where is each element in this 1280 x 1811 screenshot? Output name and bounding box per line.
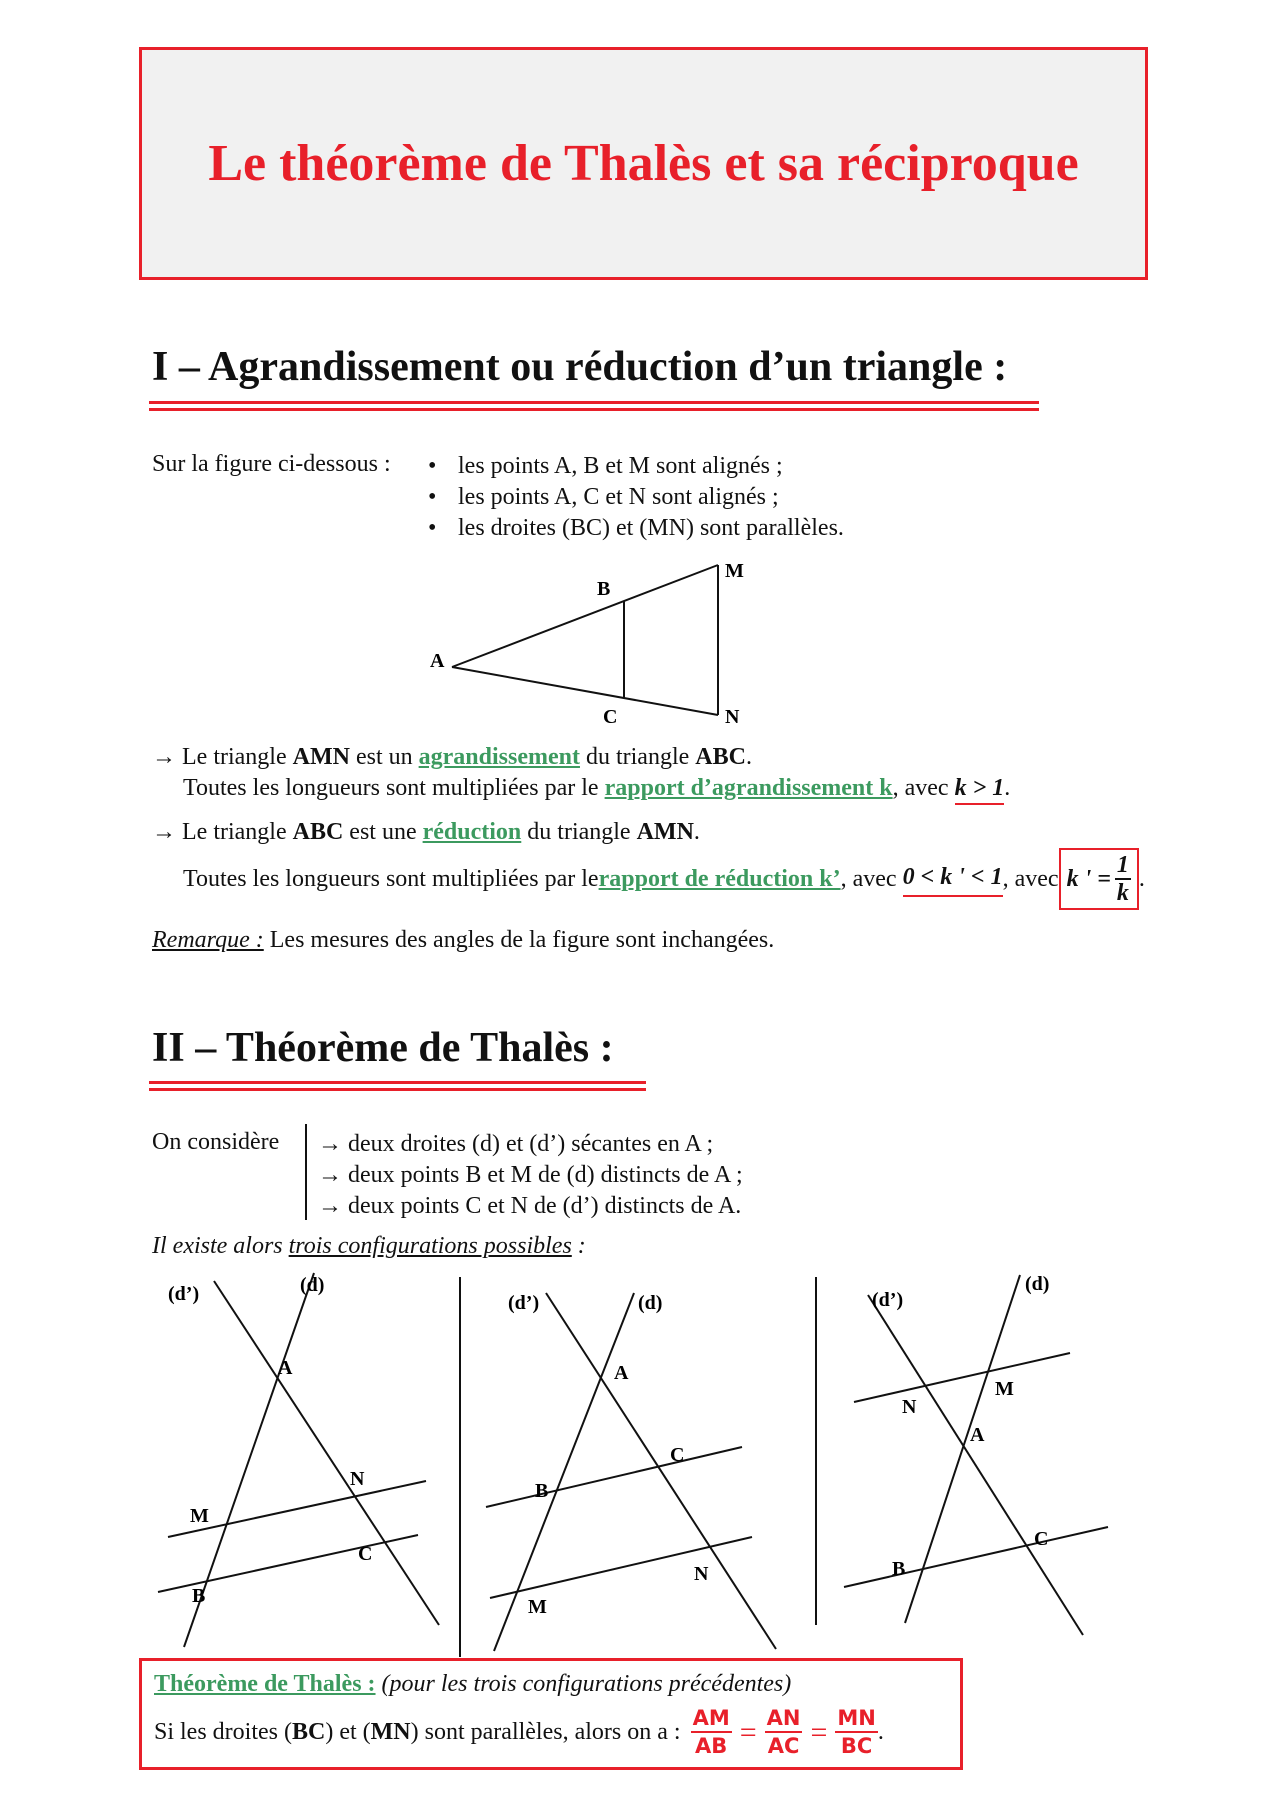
config3-label-A: A: [970, 1424, 985, 1446]
label-C: C: [603, 706, 618, 728]
label-B: B: [597, 578, 611, 600]
bullet-item: • les droites (BC) et (MN) sont parallèles.: [428, 515, 844, 541]
page-title: Le théorème de Thalès et sa réciproque: [208, 135, 1079, 192]
consider-list: [318, 1129, 743, 1222]
config2-label-C: C: [670, 1444, 685, 1466]
configs-intro: Il existe alors trois configurations possibles :: [152, 1233, 586, 1259]
reduction-term: réduction: [422, 819, 522, 845]
ratio-AN-AC: $\frac{AN}{AC}$: [766, 1706, 801, 1758]
remark: Remarque : Les mesures des angles de la figure sont inchangées.: [152, 927, 775, 953]
title-box: [139, 47, 1148, 280]
kprime-fraction: $\frac{1}{k}$: [1116, 852, 1129, 906]
config2-line-MN: [490, 1537, 752, 1598]
section2-rule-top: [149, 1081, 646, 1084]
config1-label-dprime: (d’): [168, 1283, 200, 1305]
config1-label-C: C: [358, 1543, 373, 1565]
kprime-condition: 0 < k ' < 1: [903, 862, 1003, 897]
config2-line-dprime: [546, 1293, 776, 1649]
theorem-label: Théorème de Thalès :: [154, 1671, 376, 1697]
config1-line-dprime: [214, 1281, 439, 1625]
theorem-title-line: [154, 1669, 791, 1700]
config3-label-d: (d): [1025, 1273, 1050, 1295]
theorem-statement: Si les droites ( BC ) et ( MN ) sont parallèles, alors on a : $\frac{AM}{AB}$ = $\frac{AN}{AC}$ = $\frac{MN}{BC}$ .: [154, 1706, 884, 1758]
section2-heading: II – Théorème de Thalès :: [152, 1025, 614, 1071]
section1-rule-top: [149, 401, 1039, 404]
config1-label-d: (d): [300, 1274, 325, 1296]
config3-line-d: [905, 1275, 1020, 1623]
enlargement-ratio-line: Toutes les longueurs sont multipliées par le rapport d’agrandissement k, avec k > 1.: [183, 773, 1010, 804]
config3-label-M: M: [995, 1378, 1014, 1400]
consider-item: → deux points C et N de (d’) distincts de A.: [318, 1193, 742, 1219]
enlargement-term: agrandissement: [418, 744, 580, 770]
line-AN: [452, 667, 718, 715]
ratio-MN-BC: $\frac{MN}{BC}$: [837, 1706, 876, 1758]
section1-heading: I – Agrandissement ou réduction d’un triangle :: [152, 344, 1008, 390]
config2-label-A: A: [614, 1362, 629, 1384]
config1-label-N: N: [350, 1468, 365, 1490]
config1-label-A: A: [278, 1357, 293, 1379]
config2-line-BC: [486, 1447, 742, 1507]
config2-label-dprime: (d’): [508, 1292, 540, 1314]
consider-label: On considère: [152, 1129, 280, 1155]
config3-label-B: B: [892, 1558, 906, 1580]
bullet-item: • les points A, C et N sont alignés ;: [428, 484, 779, 510]
theorem-box: [139, 1658, 963, 1770]
reduction-line: → Le triangle ABC est une réduction du triangle AMN.: [152, 819, 700, 845]
config1-line-BC: [158, 1535, 418, 1592]
config2-line-d: [494, 1293, 634, 1651]
section1-bullets: [428, 451, 844, 544]
config1-label-B: B: [192, 1585, 206, 1607]
consider-item: → deux droites (d) et (d’) sécantes en A ;: [318, 1131, 714, 1157]
triangle-figure: [420, 555, 760, 735]
enlargement-line: → Le triangle AMN est un agrandissement du triangle ABC.: [152, 744, 752, 770]
label-M: M: [725, 560, 744, 582]
theorem-note: (pour les trois configurations précédentes): [381, 1671, 792, 1697]
reduction-ratio-line: Toutes les longueurs sont multipliées par le rapport de réduction k’ , avec 0 < k ' < 1 , avec k ' = $\frac{1}{k}$ .: [183, 848, 1145, 910]
config3-line-dprime: [868, 1295, 1083, 1635]
config3-label-N: N: [902, 1396, 917, 1418]
config3-line-MN: [854, 1353, 1070, 1402]
section1-rule-bottom: [149, 408, 1039, 411]
config2-label-d: (d): [638, 1292, 663, 1314]
line-AM: [452, 565, 718, 667]
consider-bracket: [305, 1124, 307, 1220]
kprime-formula-box: k ' = $\frac{1}{k}$: [1059, 848, 1139, 910]
config2-label-B: B: [535, 1480, 549, 1502]
label-A: A: [430, 650, 445, 672]
reduction-ratio-term: rapport de réduction k’: [598, 865, 841, 892]
config2-label-M: M: [528, 1596, 547, 1618]
section1-intro: Sur la figure ci-dessous :: [152, 451, 391, 477]
section2-rule-bottom: [149, 1088, 646, 1091]
ratio-AM-AB: $\frac{AM}{AB}$: [692, 1706, 730, 1758]
k-condition: k > 1: [955, 775, 1005, 805]
config3-line-BC: [844, 1527, 1108, 1587]
config3-label-C: C: [1034, 1528, 1049, 1550]
bullet-item: • les points A, B et M sont alignés ;: [428, 453, 783, 479]
enlargement-ratio-term: rapport d’agrandissement k: [604, 775, 893, 801]
config2-label-N: N: [694, 1563, 709, 1585]
config1-label-M: M: [190, 1505, 209, 1527]
consider-item: → deux points B et M de (d) distincts de A ;: [318, 1162, 743, 1188]
config3-label-dprime: (d’): [872, 1289, 904, 1311]
thales-configurations-figure: [140, 1265, 1140, 1657]
label-N: N: [725, 706, 740, 728]
